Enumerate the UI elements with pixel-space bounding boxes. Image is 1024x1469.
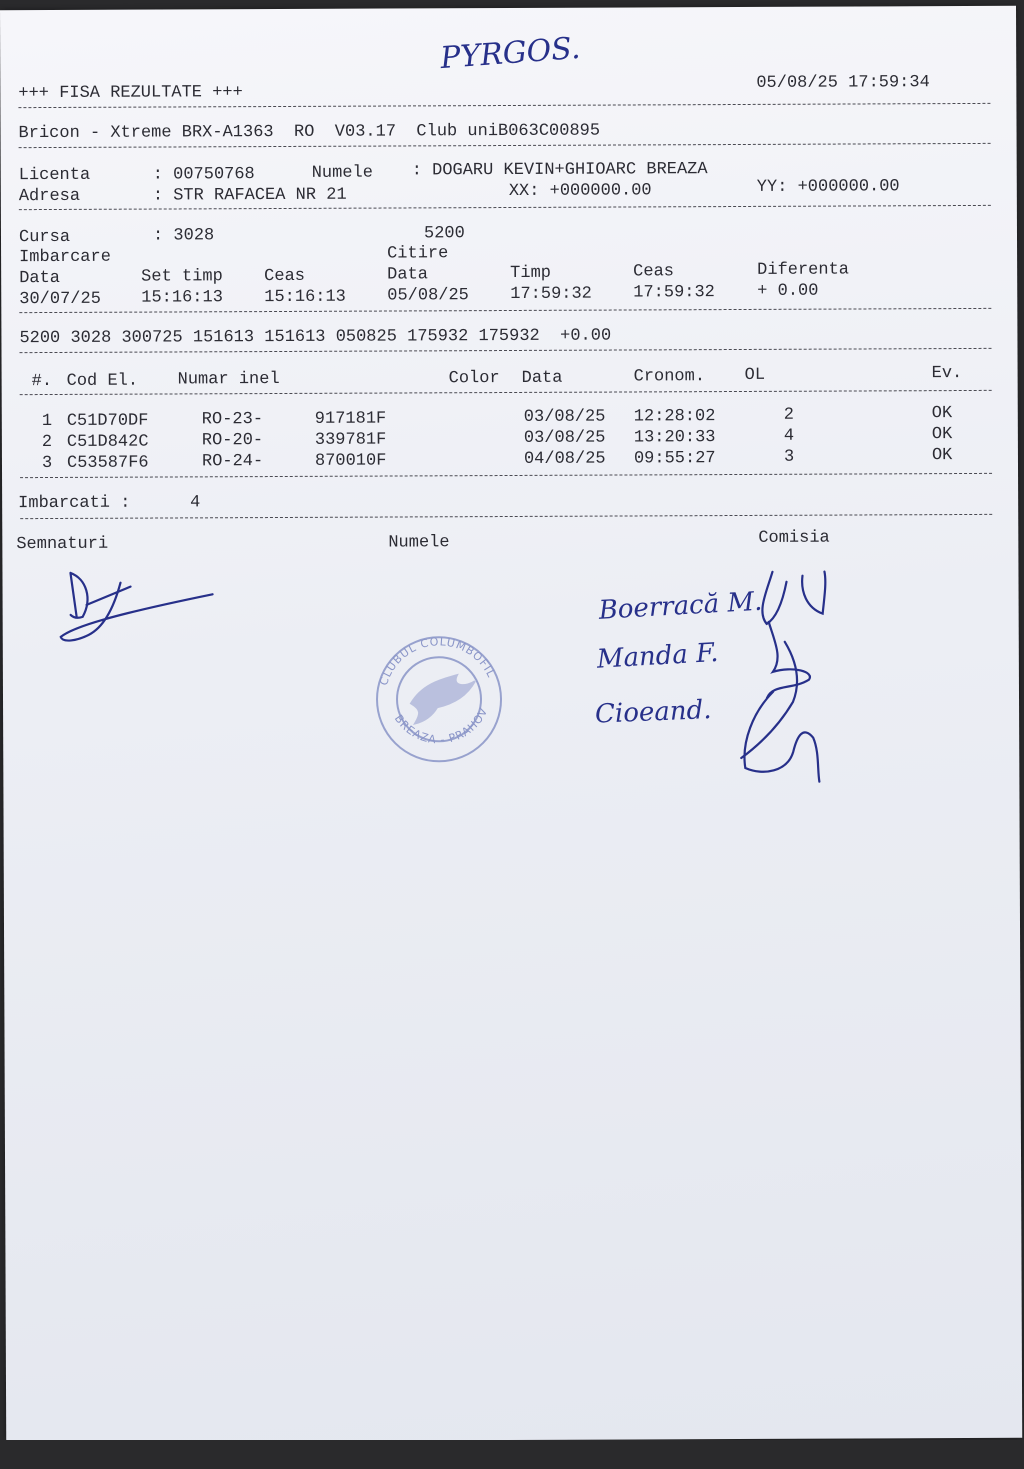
col-timp: Timp	[510, 263, 552, 283]
divider	[19, 143, 991, 148]
sheet-title: +++ FISA REZULTATE +++	[18, 83, 243, 104]
semnaturi-label: Semnaturi	[16, 534, 109, 555]
race-code: 5200	[423, 224, 465, 244]
val-timp: 17:59:32	[510, 284, 592, 304]
row-cod: C51D70DF	[66, 411, 149, 431]
divider	[20, 390, 992, 395]
licenta-value: : 00750768	[152, 165, 255, 185]
stamp-bottom-text: BREAZA - PRAHOVA	[366, 621, 491, 747]
cursa-value: : 3028	[152, 226, 215, 246]
col-set-timp: Set timp	[141, 267, 223, 287]
commission-name: Manda F.	[596, 637, 720, 675]
yy-coordinate: YY: +000000.00	[756, 177, 900, 197]
background-edge	[0, 1440, 1024, 1469]
col-diferenta: Diferenta	[757, 260, 850, 280]
commission-name: Cioeand.	[594, 695, 713, 730]
stamp-top-text: CLUBUL COLUMBOFIL	[377, 635, 498, 688]
cursa-label: Cursa	[18, 227, 71, 248]
comisia-label: Comisia	[758, 528, 830, 548]
imbarcati-label: Imbarcati :	[18, 493, 131, 514]
licenta-label: Licenta	[18, 165, 91, 186]
row-data: 03/08/25	[523, 428, 606, 448]
sheet-datetime: 05/08/25 17:59:34	[756, 73, 930, 93]
th-color: Color	[448, 369, 500, 389]
numele-value: : DOGARU KEVIN+GHIOARC BREAZA	[411, 160, 708, 181]
adresa-value: : STR RAFACEA NR 21	[152, 185, 347, 206]
th-cod: Cod El.	[66, 371, 139, 391]
col-data-imbarcare: Data	[19, 268, 61, 289]
adresa-label: Adresa	[18, 186, 81, 207]
svg-text:CLUBUL COLUMBOFIL	[377, 635, 498, 687]
val-ceas-imbarcare: 15:16:13	[264, 287, 346, 308]
th-ev: Ev.	[931, 364, 963, 384]
th-ol: OL	[744, 365, 766, 385]
imbarcati-value: 4	[190, 493, 201, 513]
row-cronom: 09:55:27	[633, 449, 716, 469]
divider	[18, 103, 990, 108]
th-inel: Numar inel	[177, 370, 280, 390]
row-inel-prefix: RO-23-	[201, 410, 264, 430]
row-inel-prefix: RO-24-	[201, 452, 264, 472]
row-inel-num: 917181F	[314, 409, 387, 429]
row-cronom: 13:20:33	[633, 428, 716, 448]
th-nr: #.	[31, 371, 53, 392]
row-ev: OK	[931, 404, 953, 424]
row-data: 03/08/25	[523, 407, 606, 427]
row-inel-prefix: RO-20-	[201, 431, 264, 451]
summary-line: 5200 3028 300725 151613 151613 050825 175932 175932 +0.00	[19, 326, 612, 349]
xx-coordinate: XX: +000000.00	[508, 181, 652, 201]
numele-label-footer: Numele	[388, 533, 450, 553]
row-inel-num: 870010F	[314, 451, 387, 471]
row-ol: 3	[783, 447, 795, 467]
row-nr: 3	[41, 453, 53, 474]
val-diferenta: + 0.00	[757, 281, 819, 301]
th-data: Data	[521, 368, 563, 388]
row-nr: 1	[41, 411, 53, 432]
row-nr: 2	[41, 432, 53, 453]
divider	[19, 308, 991, 313]
col-ceas-imbarcare: Ceas	[264, 266, 306, 287]
results-sheet	[0, 6, 1022, 1442]
col-ceas-citire: Ceas	[633, 262, 675, 282]
row-data: 04/08/25	[523, 449, 606, 469]
row-ol: 4	[783, 426, 795, 446]
val-data-imbarcare: 30/07/25	[19, 289, 101, 310]
imbarcare-label: Imbarcare	[19, 247, 111, 268]
row-inel-num: 339781F	[314, 430, 387, 450]
owner-signature	[52, 564, 222, 655]
divider	[19, 348, 991, 353]
commission-name: Boerracă M.	[597, 586, 764, 626]
row-cod: C53587F6	[66, 453, 149, 473]
val-ceas-citire: 17:59:32	[633, 283, 715, 303]
row-cronom: 12:28:02	[633, 407, 716, 427]
citire-label: Citire	[387, 244, 449, 264]
commission-signatures	[732, 562, 843, 792]
divider	[20, 514, 992, 519]
handwritten-note: PYRGOS.	[439, 30, 582, 77]
row-ev: OK	[931, 425, 953, 445]
row-cod: C51D842C	[66, 432, 149, 452]
th-cronom: Cronom.	[633, 367, 706, 387]
row-ol: 2	[783, 405, 795, 425]
row-ev: OK	[931, 446, 953, 466]
val-data-citire: 05/08/25	[387, 286, 469, 306]
device-line: Bricon - Xtreme BRX-A1363 RO V03.17 Club uniB063C00895	[18, 121, 601, 144]
val-set-timp: 15:16:13	[141, 288, 223, 308]
divider	[20, 473, 992, 478]
numele-label: Numele	[311, 163, 373, 183]
club-stamp	[366, 621, 512, 772]
col-data-citire: Data	[387, 265, 429, 285]
